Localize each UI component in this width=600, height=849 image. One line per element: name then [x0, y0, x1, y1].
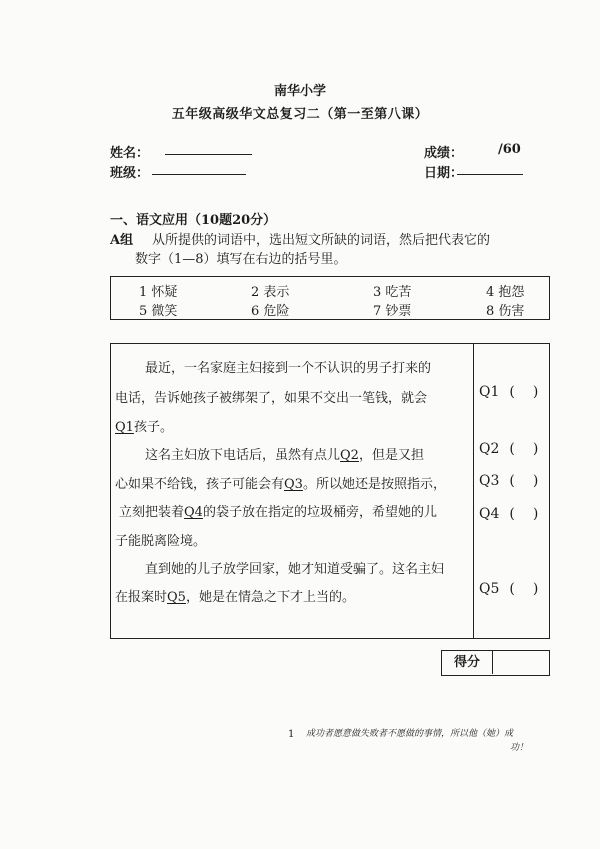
date-label: 日期：	[424, 166, 464, 181]
instruction-line-1: 从所提供的词语中，选出短文所缺的词语，然后把代表它的	[152, 233, 491, 248]
passage-line: 子能脱离险境。	[115, 534, 207, 549]
passage-line: 这名主妇放下电话后，虽然有点儿Q2，但是又担	[145, 448, 424, 463]
class-field[interactable]	[152, 173, 246, 175]
section-title: 一、语文应用（10题20分）	[110, 213, 277, 228]
word-option: 5 微笑	[139, 304, 178, 319]
passage-line: Q1孩子。	[115, 420, 173, 435]
blank-q3: Q3	[284, 477, 303, 492]
score-box-field[interactable]	[494, 651, 548, 674]
score-box-label: 得分	[442, 651, 493, 674]
word-option: 1 怀疑	[139, 285, 178, 300]
blank-q5: Q5	[167, 590, 186, 605]
class-label: 班级：	[110, 166, 150, 181]
score-label: 成绩：	[424, 146, 464, 161]
answer-q2[interactable]: Q2 ( )	[479, 441, 539, 457]
passage-line: 电话，告诉她孩子被绑架了，如果不交出一笔钱，就会	[115, 391, 428, 406]
page-number: 1	[288, 729, 295, 740]
footer-quote: 成功者愿意做失败者不愿做的事情，所以他（她）成	[306, 729, 514, 739]
word-option: 2 表示	[251, 285, 290, 300]
group-label: A组	[110, 233, 134, 248]
answer-q3[interactable]: Q3 ( )	[479, 473, 539, 489]
score-total: /60	[498, 142, 521, 157]
passage-line: 直到她的儿子放学回家，她才知道受骗了。这名主妇	[145, 562, 445, 577]
worksheet-title: 五年级高级华文总复习二（第一至第八课）	[171, 107, 429, 122]
word-bank	[110, 276, 550, 320]
school-name: 南华小学	[273, 84, 326, 99]
instruction-line-2: 数字（1—8）填写在右边的括号里。	[135, 252, 347, 267]
word-option: 3 吃苦	[373, 285, 412, 300]
word-option: 7 钞票	[373, 304, 412, 319]
date-field[interactable]	[457, 173, 523, 175]
score-box	[441, 650, 550, 676]
answer-q1[interactable]: Q1 ( )	[479, 384, 539, 400]
answer-column-divider	[473, 343, 474, 639]
passage-line: 立刻把装着Q4的袋子放在指定的垃圾桶旁，希望她的儿	[119, 505, 437, 520]
name-label: 姓名：	[110, 146, 150, 161]
answer-q5[interactable]: Q5 ( )	[479, 581, 539, 597]
blank-q1: Q1	[115, 420, 134, 435]
passage-line: 在报案时Q5，她是在情急之下才上当的。	[115, 590, 355, 605]
word-option: 6 危险	[251, 304, 290, 319]
word-option: 4 抱怨	[486, 285, 525, 300]
passage-line: 最近，一名家庭主妇接到一个不认识的男子打来的	[145, 361, 432, 376]
word-option: 8 伤害	[486, 304, 525, 319]
name-field[interactable]	[165, 153, 252, 155]
footer-quote-end: 功！	[510, 743, 529, 753]
blank-q4: Q4	[184, 505, 203, 520]
answer-q4[interactable]: Q4 ( )	[479, 506, 539, 522]
blank-q2: Q2	[340, 448, 359, 463]
passage-line: 心如果不给钱，孩子可能会有Q3。所以她还是按照指示，	[115, 477, 446, 492]
